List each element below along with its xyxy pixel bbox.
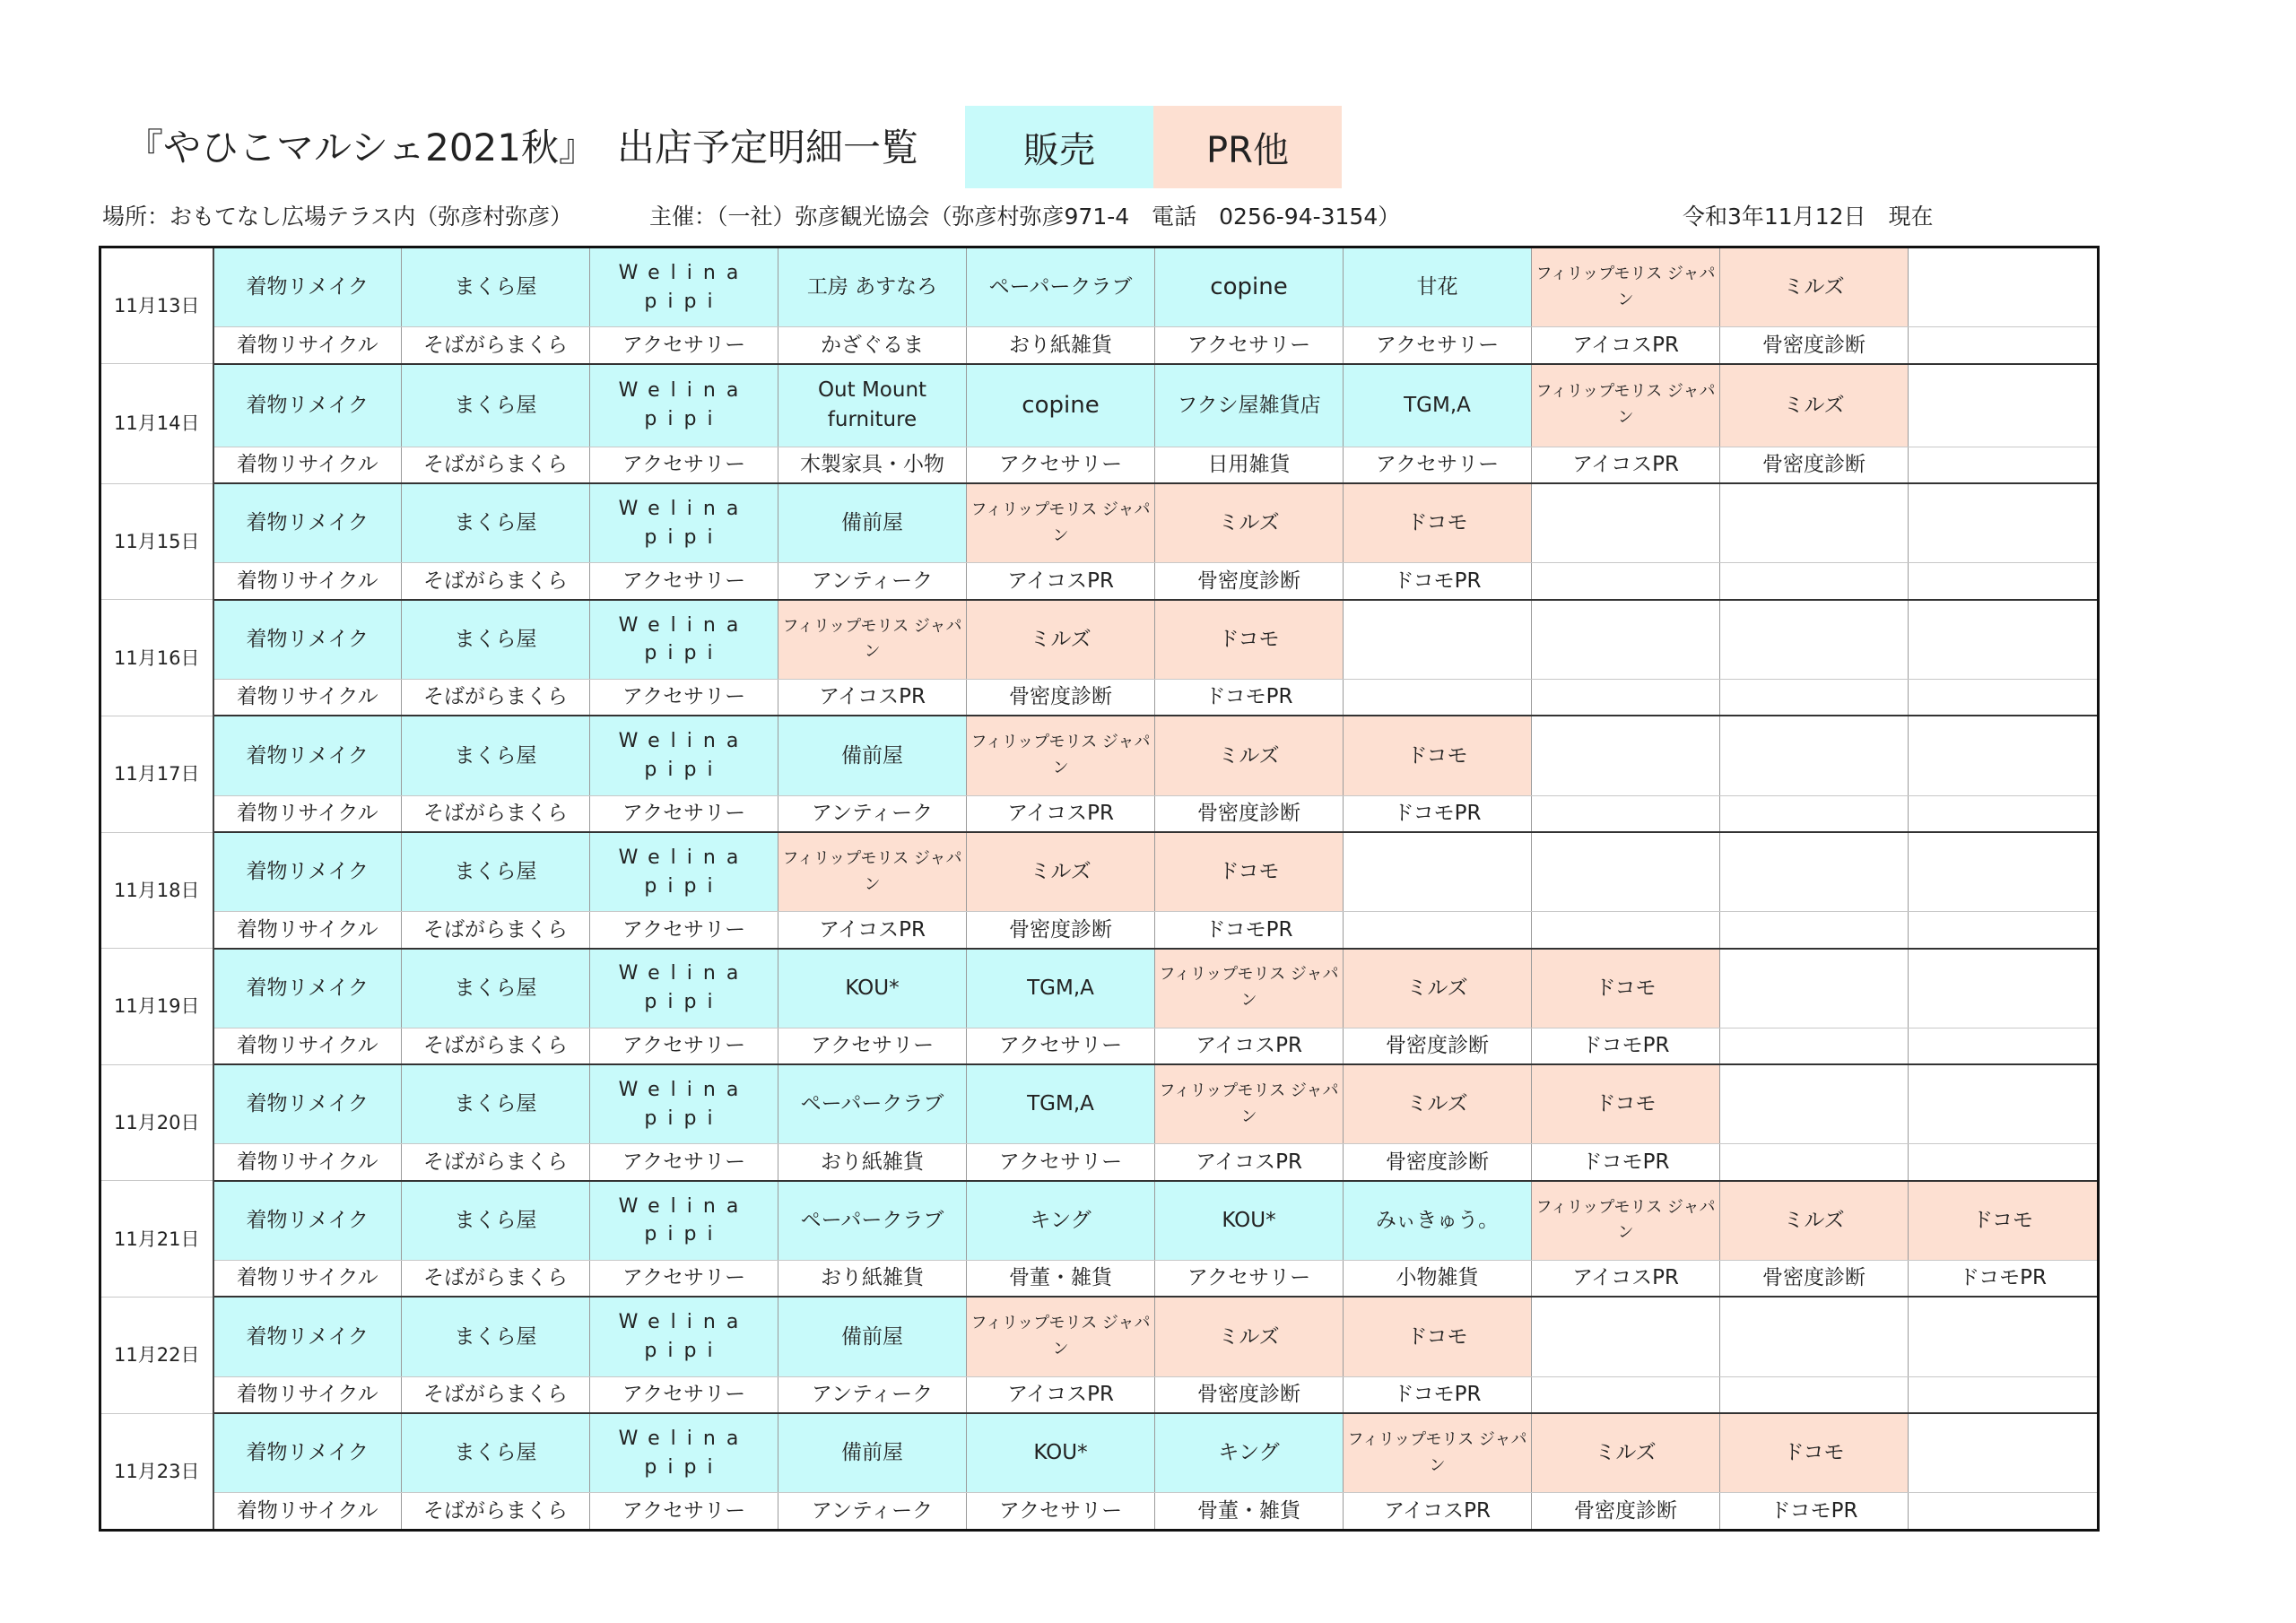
day-row-shops: [100, 247, 2099, 327]
empty-cell: [1909, 679, 2099, 716]
shop-item-cell: 骨密度診断: [1532, 1493, 1720, 1531]
shop-name-cell: 甘花: [1344, 247, 1532, 327]
shop-name-cell: キング: [967, 1181, 1155, 1261]
shop-item-cell: アクセサリー: [590, 563, 778, 600]
shop-item-cell: ドコモPR: [1909, 1260, 2099, 1297]
shop-item-cell: 着物リサイクル: [213, 1376, 402, 1413]
shop-item-cell: そばがらまくら: [402, 912, 590, 949]
shop-item-cell: そばがらまくら: [402, 563, 590, 600]
date-cell: 11月19日: [100, 949, 213, 1065]
shop-item-cell: アンティーク: [778, 795, 967, 832]
shop-name-cell: ミルズ: [1720, 1181, 1909, 1261]
shop-item-cell: 骨密度診断: [1155, 1376, 1344, 1413]
empty-cell: [1720, 795, 1909, 832]
shop-name-cell: Welina pipi: [590, 364, 778, 447]
day-row-items: [100, 795, 2099, 832]
shop-item-cell: そばがらまくら: [402, 795, 590, 832]
shop-item-cell: そばがらまくら: [402, 327, 590, 364]
shop-item-cell: アクセサリー: [590, 679, 778, 716]
shop-name-cell: 備前屋: [778, 1297, 967, 1376]
empty-cell: [1532, 795, 1720, 832]
empty-cell: [1909, 1028, 2099, 1064]
shop-name-cell: ミルズ: [1344, 949, 1532, 1028]
shop-item-cell: アンティーク: [778, 1493, 967, 1531]
empty-cell: [1720, 716, 1909, 795]
date-cell: 11月23日: [100, 1413, 213, 1530]
shop-item-cell: そばがらまくら: [402, 447, 590, 483]
shop-name-cell: まくら屋: [402, 600, 590, 680]
shop-name-cell: フィリップモリス ジャパン: [967, 716, 1155, 795]
shop-item-cell: ドコモPR: [1720, 1493, 1909, 1531]
empty-cell: [1909, 1413, 2099, 1493]
shop-item-cell: おり紙雑貨: [778, 1260, 967, 1297]
date-cell: 11月15日: [100, 483, 213, 600]
empty-cell: [1532, 600, 1720, 680]
shop-item-cell: ドコモPR: [1344, 563, 1532, 600]
shop-item-cell: アクセサリー: [1155, 327, 1344, 364]
shop-item-cell: 着物リサイクル: [213, 912, 402, 949]
day-row-shops: [100, 1064, 2099, 1144]
shop-name-cell: フクシ屋雑貨店: [1155, 364, 1344, 447]
shop-name-cell: まくら屋: [402, 1413, 590, 1493]
date-cell: 11月20日: [100, 1064, 213, 1181]
shop-item-cell: アクセサリー: [590, 1260, 778, 1297]
shop-item-cell: 骨密度診断: [1720, 447, 1909, 483]
empty-cell: [1532, 912, 1720, 949]
shop-item-cell: アクセサリー: [967, 1144, 1155, 1181]
shop-name-cell: KOU*: [778, 949, 967, 1028]
empty-cell: [1344, 832, 1532, 912]
day-row-items: [100, 1144, 2099, 1181]
shop-name-cell: フィリップモリス ジャパン: [1532, 364, 1720, 447]
empty-cell: [1909, 832, 2099, 912]
shop-item-cell: 骨密度診断: [1720, 327, 1909, 364]
empty-cell: [1532, 483, 1720, 563]
day-row-shops: [100, 600, 2099, 680]
shop-name-cell: Welina pipi: [590, 716, 778, 795]
date-cell: 11月16日: [100, 600, 213, 716]
day-row-items: [100, 1376, 2099, 1413]
shop-item-cell: 骨董・雑貨: [967, 1260, 1155, 1297]
empty-cell: [1344, 912, 1532, 949]
shop-item-cell: 骨密度診断: [1344, 1028, 1532, 1064]
shop-name-cell: TGM,A: [967, 1064, 1155, 1144]
shop-item-cell: アクセサリー: [1155, 1260, 1344, 1297]
shop-name-cell: ペーパークラブ: [967, 247, 1155, 327]
shop-item-cell: そばがらまくら: [402, 1028, 590, 1064]
shop-name-cell: フィリップモリス ジャパン: [1344, 1413, 1532, 1493]
shop-name-cell: ミルズ: [1720, 364, 1909, 447]
page-subtitle: 出店予定明細一覧: [617, 126, 919, 169]
shop-item-cell: そばがらまくら: [402, 1493, 590, 1531]
shop-name-cell: フィリップモリス ジャパン: [778, 832, 967, 912]
shop-name-cell: フィリップモリス ジャパン: [967, 483, 1155, 563]
empty-cell: [1909, 364, 2099, 447]
empty-cell: [1909, 563, 2099, 600]
shop-name-cell: 着物リメイク: [213, 1413, 402, 1493]
shop-name-cell: Welina pipi: [590, 949, 778, 1028]
shop-name-cell: まくら屋: [402, 1181, 590, 1261]
shop-name-cell: 工房 あすなろ: [778, 247, 967, 327]
day-row-shops: [100, 1297, 2099, 1376]
day-row-shops: [100, 1413, 2099, 1493]
shop-item-cell: ドコモPR: [1532, 1144, 1720, 1181]
shop-name-cell: Welina pipi: [590, 1064, 778, 1144]
location-text: 場所：おもてなし広場テラス内（弥彦村弥彦）: [102, 204, 573, 230]
empty-cell: [1532, 563, 1720, 600]
shop-name-cell: TGM,A: [1344, 364, 1532, 447]
shop-name-cell: 備前屋: [778, 716, 967, 795]
shop-item-cell: ドコモPR: [1155, 912, 1344, 949]
shop-item-cell: アクセサリー: [590, 795, 778, 832]
empty-cell: [1720, 679, 1909, 716]
shop-name-cell: ドコモ: [1532, 949, 1720, 1028]
shop-item-cell: アイコスPR: [967, 1376, 1155, 1413]
shop-name-cell: ドコモ: [1155, 600, 1344, 680]
shop-name-cell: Welina pipi: [590, 1413, 778, 1493]
empty-cell: [1720, 1028, 1909, 1064]
day-row-shops: [100, 364, 2099, 447]
shop-name-cell: 着物リメイク: [213, 949, 402, 1028]
shop-name-cell: TGM,A: [967, 949, 1155, 1028]
shop-name-cell: Welina pipi: [590, 1181, 778, 1261]
shop-item-cell: 木製家具・小物: [778, 447, 967, 483]
shop-item-cell: そばがらまくら: [402, 1144, 590, 1181]
shop-item-cell: 着物リサイクル: [213, 679, 402, 716]
shop-name-cell: ペーパークラブ: [778, 1181, 967, 1261]
as-of-date: 令和3年11月12日 現在: [1683, 204, 1934, 230]
shop-item-cell: アイコスPR: [1344, 1493, 1532, 1531]
shop-item-cell: 着物リサイクル: [213, 1260, 402, 1297]
shop-item-cell: アイコスPR: [1532, 447, 1720, 483]
shop-item-cell: アクセサリー: [590, 912, 778, 949]
shop-name-cell: ミルズ: [1720, 247, 1909, 327]
shop-name-cell: まくら屋: [402, 483, 590, 563]
shop-item-cell: 着物リサイクル: [213, 1028, 402, 1064]
day-row-items: [100, 563, 2099, 600]
empty-cell: [1909, 795, 2099, 832]
day-row-items: [100, 1260, 2099, 1297]
empty-cell: [1909, 1297, 2099, 1376]
shop-name-cell: Welina pipi: [590, 600, 778, 680]
day-row-shops: [100, 1181, 2099, 1261]
empty-cell: [1909, 327, 2099, 364]
day-row-items: [100, 327, 2099, 364]
day-row-shops: [100, 832, 2099, 912]
shop-name-cell: ミルズ: [967, 600, 1155, 680]
shop-item-cell: 骨密度診断: [1344, 1144, 1532, 1181]
empty-cell: [1532, 832, 1720, 912]
shop-name-cell: KOU*: [1155, 1181, 1344, 1261]
day-row-shops: [100, 716, 2099, 795]
shop-item-cell: アクセサリー: [590, 447, 778, 483]
empty-cell: [1720, 1064, 1909, 1144]
shop-name-cell: ミルズ: [1155, 483, 1344, 563]
empty-cell: [1909, 447, 2099, 483]
shop-name-cell: ドコモ: [1344, 716, 1532, 795]
shop-item-cell: アイコスPR: [1532, 327, 1720, 364]
shop-item-cell: アクセサリー: [590, 1028, 778, 1064]
shop-name-cell: 着物リメイク: [213, 1064, 402, 1144]
empty-cell: [1344, 679, 1532, 716]
shop-item-cell: おり紙雑貨: [778, 1144, 967, 1181]
shop-item-cell: ドコモPR: [1155, 679, 1344, 716]
date-cell: 11月14日: [100, 364, 213, 484]
shop-item-cell: アクセサリー: [590, 1144, 778, 1181]
shop-item-cell: 小物雑貨: [1344, 1260, 1532, 1297]
day-row-items: [100, 447, 2099, 483]
shop-name-cell: フィリップモリス ジャパン: [778, 600, 967, 680]
organizer-text: 主催：（一社）弥彦観光協会（弥彦村弥彦971-4 電話 0256-94-3154）: [649, 204, 1401, 230]
shop-name-cell: 着物リメイク: [213, 247, 402, 327]
shop-name-cell: まくら屋: [402, 1064, 590, 1144]
empty-cell: [1532, 1297, 1720, 1376]
shop-item-cell: アイコスPR: [1155, 1144, 1344, 1181]
empty-cell: [1720, 1376, 1909, 1413]
shop-item-cell: アイコスPR: [967, 563, 1155, 600]
date-cell: 11月13日: [100, 247, 213, 364]
empty-cell: [1720, 1297, 1909, 1376]
shop-item-cell: アンティーク: [778, 1376, 967, 1413]
empty-cell: [1344, 600, 1532, 680]
shop-item-cell: 着物リサイクル: [213, 563, 402, 600]
day-row-items: [100, 1028, 2099, 1064]
shop-item-cell: ドコモPR: [1344, 795, 1532, 832]
shop-item-cell: アンティーク: [778, 563, 967, 600]
shop-item-cell: アイコスPR: [1155, 1028, 1344, 1064]
shop-item-cell: 着物リサイクル: [213, 1144, 402, 1181]
shop-item-cell: アクセサリー: [778, 1028, 967, 1064]
shop-item-cell: 骨密度診断: [1155, 563, 1344, 600]
empty-cell: [1909, 912, 2099, 949]
shop-item-cell: 着物リサイクル: [213, 1493, 402, 1531]
shop-name-cell: まくら屋: [402, 247, 590, 327]
shop-name-cell: フィリップモリス ジャパン: [1155, 1064, 1344, 1144]
shop-name-cell: Welina pipi: [590, 832, 778, 912]
shop-item-cell: おり紙雑貨: [967, 327, 1155, 364]
shop-item-cell: そばがらまくら: [402, 679, 590, 716]
day-row-items: [100, 1493, 2099, 1531]
shop-item-cell: アイコスPR: [778, 679, 967, 716]
shop-name-cell: ミルズ: [1532, 1413, 1720, 1493]
shop-name-cell: 着物リメイク: [213, 600, 402, 680]
shop-name-cell: 着物リメイク: [213, 1181, 402, 1261]
shop-item-cell: アクセサリー: [967, 1028, 1155, 1064]
empty-cell: [1909, 483, 2099, 563]
shop-name-cell: ドコモ: [1532, 1064, 1720, 1144]
shop-name-cell: まくら屋: [402, 832, 590, 912]
shop-item-cell: ドコモPR: [1344, 1376, 1532, 1413]
shop-item-cell: アクセサリー: [967, 1493, 1155, 1531]
shop-name-cell: copine: [967, 364, 1155, 447]
shop-name-cell: 着物リメイク: [213, 364, 402, 447]
day-row-items: [100, 679, 2099, 716]
shop-item-cell: 骨密度診断: [967, 912, 1155, 949]
empty-cell: [1720, 912, 1909, 949]
shop-name-cell: まくら屋: [402, 364, 590, 447]
shop-item-cell: アイコスPR: [778, 912, 967, 949]
empty-cell: [1909, 600, 2099, 680]
empty-cell: [1532, 1376, 1720, 1413]
empty-cell: [1720, 483, 1909, 563]
empty-cell: [1720, 1144, 1909, 1181]
empty-cell: [1909, 1064, 2099, 1144]
shop-item-cell: 骨密度診断: [1155, 795, 1344, 832]
empty-cell: [1720, 563, 1909, 600]
shop-name-cell: まくら屋: [402, 1297, 590, 1376]
shop-name-cell: 備前屋: [778, 1413, 967, 1493]
shop-item-cell: そばがらまくら: [402, 1260, 590, 1297]
shop-name-cell: キング: [1155, 1413, 1344, 1493]
shop-item-cell: 骨密度診断: [1720, 1260, 1909, 1297]
shop-name-cell: ミルズ: [967, 832, 1155, 912]
shop-name-cell: ドコモ: [1344, 483, 1532, 563]
shop-name-cell: 着物リメイク: [213, 483, 402, 563]
shop-item-cell: アクセサリー: [590, 1376, 778, 1413]
empty-cell: [1532, 716, 1720, 795]
empty-cell: [1720, 832, 1909, 912]
shop-name-cell: copine: [1155, 247, 1344, 327]
shop-item-cell: アクセサリー: [1344, 327, 1532, 364]
shop-item-cell: アクセサリー: [1344, 447, 1532, 483]
shop-name-cell: ドコモ: [1720, 1413, 1909, 1493]
shop-name-cell: フィリップモリス ジャパン: [967, 1297, 1155, 1376]
shop-name-cell: 着物リメイク: [213, 716, 402, 795]
shop-item-cell: 着物リサイクル: [213, 447, 402, 483]
shop-item-cell: アクセサリー: [590, 327, 778, 364]
shop-name-cell: ドコモ: [1344, 1297, 1532, 1376]
empty-cell: [1532, 679, 1720, 716]
shop-name-cell: フィリップモリス ジャパン: [1532, 1181, 1720, 1261]
shop-item-cell: ドコモPR: [1532, 1028, 1720, 1064]
shop-name-cell: ドコモ: [1909, 1181, 2099, 1261]
empty-cell: [1909, 716, 2099, 795]
day-row-shops: [100, 949, 2099, 1028]
shop-item-cell: 日用雑貨: [1155, 447, 1344, 483]
shop-name-cell: フィリップモリス ジャパン: [1155, 949, 1344, 1028]
empty-cell: [1909, 247, 2099, 327]
shop-name-cell: 着物リメイク: [213, 1297, 402, 1376]
day-row-items: [100, 912, 2099, 949]
shop-name-cell: Welina pipi: [590, 1297, 778, 1376]
empty-cell: [1720, 949, 1909, 1028]
shop-item-cell: 骨董・雑貨: [1155, 1493, 1344, 1531]
empty-cell: [1720, 600, 1909, 680]
shop-name-cell: ミルズ: [1344, 1064, 1532, 1144]
shop-name-cell: Out Mount furniture: [778, 364, 967, 447]
shop-item-cell: アイコスPR: [1532, 1260, 1720, 1297]
date-cell: 11月17日: [100, 716, 213, 832]
legend-pr: PR他: [1153, 106, 1342, 188]
empty-cell: [1909, 949, 2099, 1028]
shop-name-cell: 備前屋: [778, 483, 967, 563]
page-title: 『やひこマルシェ2021秋』: [126, 126, 596, 169]
shop-item-cell: アイコスPR: [967, 795, 1155, 832]
shop-name-cell: ミルズ: [1155, 1297, 1344, 1376]
shop-name-cell: ミルズ: [1155, 716, 1344, 795]
shop-name-cell: みぃきゅう。: [1344, 1181, 1532, 1261]
shop-item-cell: 骨密度診断: [967, 679, 1155, 716]
date-cell: 11月21日: [100, 1181, 213, 1298]
shop-item-cell: 着物リサイクル: [213, 327, 402, 364]
date-cell: 11月22日: [100, 1297, 213, 1413]
shop-item-cell: アクセサリー: [967, 447, 1155, 483]
shop-name-cell: フィリップモリス ジャパン: [1532, 247, 1720, 327]
legend-sale: 販売: [965, 106, 1153, 188]
shop-name-cell: KOU*: [967, 1413, 1155, 1493]
empty-cell: [1909, 1376, 2099, 1413]
shop-item-cell: 着物リサイクル: [213, 795, 402, 832]
shop-item-cell: そばがらまくら: [402, 1376, 590, 1413]
shop-name-cell: まくら屋: [402, 716, 590, 795]
shop-item-cell: かざぐるま: [778, 327, 967, 364]
shop-item-cell: アクセサリー: [590, 1493, 778, 1531]
schedule-table: [99, 246, 2100, 1532]
shop-name-cell: Welina pipi: [590, 247, 778, 327]
shop-name-cell: まくら屋: [402, 949, 590, 1028]
shop-name-cell: ドコモ: [1155, 832, 1344, 912]
shop-name-cell: Welina pipi: [590, 483, 778, 563]
day-row-shops: [100, 483, 2099, 563]
shop-name-cell: 着物リメイク: [213, 832, 402, 912]
shop-name-cell: ペーパークラブ: [778, 1064, 967, 1144]
empty-cell: [1909, 1493, 2099, 1531]
empty-cell: [1909, 1144, 2099, 1181]
date-cell: 11月18日: [100, 832, 213, 949]
